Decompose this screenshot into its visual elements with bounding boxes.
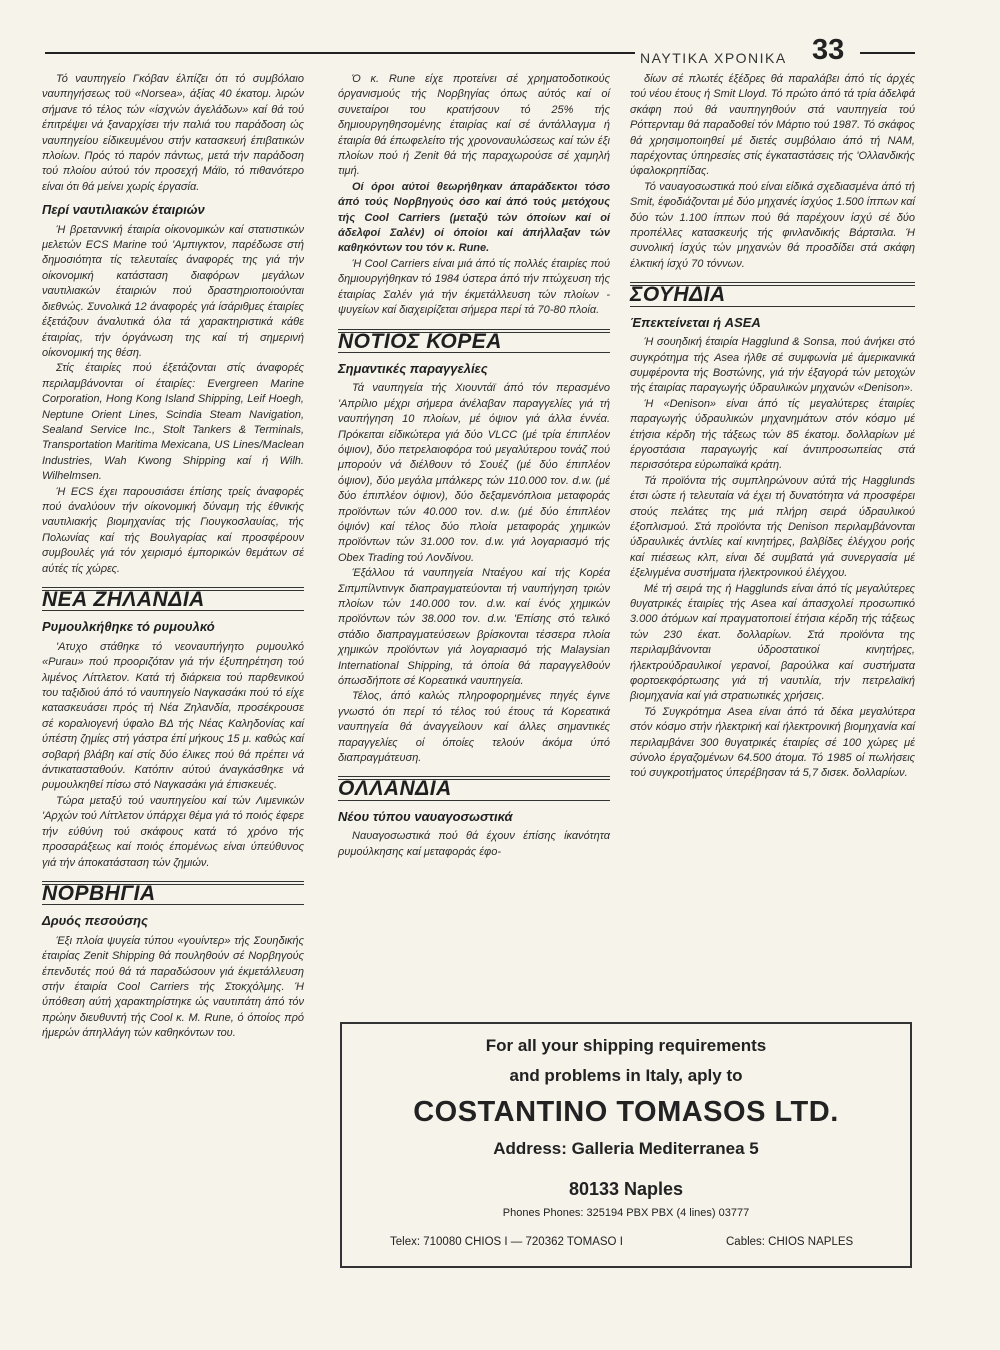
article-paragraph: Ή Cool Carriers είναι μιά άπό τίς πολλές έταιρίες πού δημιουργήθηκαν τό 1984 ύστερα άπό τήν πτώχευση τής έταιρίας Σαλέν γιά τήν έκμετάλλευση τών πλοίων - ψυγείων καί διαχειρίζεται σήμερα περί τά 70-80 πλοία. xyxy=(338,257,610,317)
ad-line-1: For all your shipping requirements xyxy=(485,1036,767,1055)
article-paragraph: Ό κ. Rune είχε προτείνει σέ χρηματοδοτικούς όργανισμούς τής Νορβηγίας όπως αύτός καί οί συνεταίροι του κρατήσουν τό 25% τής δημιουργηθησομένης έταιρίας καί σέ άντάλλαγμα ή έταιρία θά έπωφελείτο τής χρονοναυλώσεως καί τών έξι πλοίων πού ή Zenit θά τής παραχωρούσε σέ χαμηλή τιμή. xyxy=(338,73,610,178)
article-paragraph: Μέ τή σειρά της ή Hagglunds είναι άπό τίς μεγαλύτερες θυγατρικές έταιρίες τής Asea καί άπασχολεί προσωπικό 3.000 άτόμων καί πραγματοποιεί έτήσια κέρδη τής τάξεως τών 230 έκατ. δολλαρίων. Στά προϊόντα της περιλαμβάνονται ύδροστατικοί κινητήρες, ήλεκτρούδραυλικοί γερανοί, βαρούλκα καί συστήματα φορτοεκφόρτωσης γιά τή ναυτιλία, τήν πετρελαϊκή βιομηχανία καί γιά στρατιωτικές χρήσεις. xyxy=(630,582,915,703)
section-heading-sweden xyxy=(630,282,915,306)
section-title: ΣΟΥΗΔΙΑ xyxy=(630,283,726,307)
article-paragraph: Έξάλλου τά ναυπηγεία Νταέγου καί τής Κορέα Σιπμπίλντινγκ διαπραγματεύονται τή ναυπήγηση τριών πλοίων τών 140.000 τον. d.w. καί ένός χημικών προϊόντων τών 38.000 τον. d.w. 'Επίσης στό τελικό στάδιο διαπραγματεύσεων βρίσκονται τέσσερα πλοία χημικών προϊόντων γιά λογαριασμό τής Malaysian International Shipping, τά όποία θά παραγγελθούν όπωσδήποτε σέ Κορεατικά ναυπηγεία. xyxy=(338,567,610,688)
header-rule-left xyxy=(45,52,635,54)
section-title: ΝΟΤΙΟΣ ΚΟΡΕΑ xyxy=(338,329,502,353)
subheading-asea-expands: Έπεκτείνεται ή ASEA xyxy=(630,314,761,330)
ad-phones: Phones Phones: 325194 PBX PBX (4 lines) 03777 xyxy=(502,1207,750,1219)
article-paragraph: Ή «Denison» είναι άπό τίς μεγαλύτερες έταιρίες παραγωγής ύδραυλικών μηχανημάτων στόν κόσμο μέ έτήσια κέρδη τής τάξεως τών 85 έκατομ. δολλαρίων μέ έργοστάσια παραγωγής καί άντιπροσωπείας στά περισσότερα εύρωπαϊκά κράτη. xyxy=(630,397,915,472)
section-heading-new-zealand xyxy=(42,587,304,611)
section-title: ΝΟΡΒΗΓΙΑ xyxy=(42,881,156,905)
ad-company-name: COSTANTINO TOMASOS LTD. xyxy=(413,1096,839,1128)
ad-telex: Telex: 710080 CHIOS I — 720362 TOMASO I xyxy=(390,1236,623,1248)
column-1 xyxy=(42,72,304,1042)
section-title: ΟΛΛΑΝΔΙΑ xyxy=(338,777,452,801)
column-3 xyxy=(630,72,915,782)
ad-line-2: and problems in Italy, aply to xyxy=(509,1066,743,1085)
article-paragraph: 'Ατυχο στάθηκε τό νεοναυπήγητο ρυμουλκό «Purau» πού προοριζόταν γιά τήν έξυπηρέτηση τού λιμένος Λίττλετον. Κατά τή διάρκεια τού παρθενικού του ταξιδιού άπό τό ναυπηγείο Ναγκασάκι πού τό είχε κατασκευάσει πρός τή Νέα Ζηλανδία, προσέκρουσε σέ κοραλιογενή ύφαλο ΒΔ τής Νέας Καληδονίας καί ύπέστη ζημίες στή γάστρα έπί μήκους 15 μ. καθώς καί σοβαρή βλάβη καί στίς δύο έλικες πού θά πρέπει νά άντικατασταθούν. Κατόπιν αύτού άναγκάσθηκε νά ρυμουλκηθεί πίσω στό Ναγκασάκι γιά έπισκευές. xyxy=(42,640,304,792)
subheading-new-lifeboats: Νέου τύπου ναυαγοσωστικά xyxy=(338,808,513,824)
article-paragraph: Ή βρεταννική έταιρία οίκονομικών καί στατιστικών μελετών ECS Marine τού 'Αμπιγκτον, παρέδωσε στή δημοσιότητα τίς τελευταίες άναφορές της γιά τήν οίκονομική κατάσταση διαφόρων μεγάλων ναυτιλιακών έταιριών πού δραστηριοποιούνται διεθνώς. Συνολικά 12 άναφορές γιά ίσάριθμες έταιρίες έξετάζουν άναλυτικά όλα τά χαρακτηριστικά κάθε έταιρίας, τήν όργάνωση της καί τή σημερινή οίκονομική της θέση. xyxy=(42,223,304,359)
subheading-shipping-companies: Περί ναυτιλιακών έταιριών xyxy=(42,202,205,218)
article-paragraph-bold: Οί όροι αύτοί θεωρήθηκαν άπαράδεκτοι τόσο άπό τούς Νορβηγούς όσο καί άπό τούς μετόχους τής Cool Carriers (μεταξύ τών όποίων καί οί άδελφοί Σαλέν) οί όποίοι καί άπήλλαξαν τών καθηκόντων του τόν κ. Rune. xyxy=(338,180,610,255)
ad-address: Address: Galleria Mediterranea 5 xyxy=(493,1139,759,1158)
section-heading-norway xyxy=(42,881,304,905)
article-paragraph: Έξι πλοία ψυγεία τύπου «γουίντερ» τής Σουηδικής έταιρίας Zenit Shipping θά πουληθούν σέ Νορβηγούς έπενδυτές πού θά τά παραδώσουν γιά έκμετάλλευση στήν έταιρία Cool Carriers τής Στοκχόλμης. Ή ύπόθεση αύτή χαρακτηρίστηκε ώς ναυτιπάτη άπό τόν πρώην διευθυντή τής Cool κ. M. Rune, ό όποίος πρό ήμερών άπηλλάγη τών καθηκόντων του. xyxy=(42,934,304,1040)
section-heading-south-korea xyxy=(338,329,610,353)
section-heading-netherlands xyxy=(338,776,610,800)
section-title: ΝΕΑ ΖΗΛΑΝΔΙΑ xyxy=(42,588,205,611)
header-rule-right xyxy=(860,52,915,54)
column-2 xyxy=(338,72,610,860)
advertisement-box xyxy=(340,1022,912,1268)
article-paragraph: Τά προϊόντα τής συμπληρώνουν αύτά τής Hagglunds έτσι ώστε ή τελευταία νά έχει τή δυνατότητα νά προσφέρει στούς πελάτες της μιά πλήρη σειρά ύδραυλικού έξοπλισμού. Στά προϊόντα τής Denison περιλαμβάνονται ύδραυλικές άντλίες καί κινητήρες, βαλβίδες έλέγχου ροής καί πιέσεως κλπ, είναι δέ συμβατά γιά συνεργασία μέ έξελιγμένα συστήματα ήλεκτρονικού έλέγχου. xyxy=(630,474,915,580)
article-paragraph: Τό ναυπηγείο Γκόβαν έλπίζει ότι τό συμβόλαιο ναυπηγήσεως τοϋ «Norsea», άξίας 40 έκατομ. λιρών σήμανε τό τέλος τών «ίσχνών άγελάδων» καί θά τού έπιτρέψει νά ξαναρχίσει τήν παλιά του παράδοση ώς ναυπηγείου είδικευμένου στήν κατασκευή έπιβατικών πλοίων. Πρός τό παρόν πάντως, μετά τήν παράδοση τού πλοίου αύτού τόν προσεχή Μάϊο, τό πιθανότερο είναι ότι θά μείνει χωρίς έργασία. xyxy=(42,73,304,193)
article-paragraph: Τά ναυπηγεία τής Χιουντάϊ άπό τόν περασμένο 'Απρίλιο μέχρι σήμερα άνέλαβαν παραγγελίες γιά τή ναυπήγηση 10 πλοίων, μέ όψιον γιά άλλα έννέα. Πρόκειται είδικώτερα γιά δύο VLCC (μέ τρία έπιπλέον όψιον), δύο πετρελαιοφόρα τού μεγαλύτερου τονάζ πού μπορούν νά διέλθουν τό Σουέζ (μέ δύο έπιπλέον όψιον), δύο μεγάλα μπάλκερς τών 110.000 τον. d.w. (μέ δύο έπιπλέον όψιον), δύο δεξαμενόπλοια μεταφοράς προϊόντων τών 40.000 τον. d.w. (μέ δύο έπιπλέον όψιόν) καί τέλος δύο πλοία μεταφοράς χημικών προϊόντων τών 31.000 τον. d.w. γιά λογαριασμό τής Obex Trading τού Λονδίνου. xyxy=(338,382,610,564)
ad-city: 80133 Naples xyxy=(568,1179,684,1199)
article-paragraph: Ή ECS έχει παρουσιάσει έπίσης τρείς άναφορές πού άναλύουν τήν οίκονομική δύναμη τής έθνικής ναυτιλιακής βιομηχανίας τής Γιουγκοσλαυίας, τής Πολωνίας καί τής Βουλγαρίας καί προσφέρουν συμβουλές γιά τόν χειρισμό έμπορικών θεμάτων σέ αύτές τίς χώρες. xyxy=(42,485,304,575)
article-paragraph: Ή σουηδική έταιρία Hagglund & Sonsa, πού άνήκει στό συγκρότημα τής Asea ήλθε σέ συμφωνία μέ άμερικανικά συμφέροντα τής Βοστώνης, γιά τήν έξαγορά τών μετοχών τής έταιρίας παραγωγής ύδραυλικών μηχανών «Denison». xyxy=(630,336,915,395)
article-paragraph: Τέλος, άπό καλώς πληροφορημένες πηγές έγινε γνωστό ότι περί τό τέλος τού έτους τά Κορεατικά ναυπηγεία θά άναγγείλουν καί άλλες σημαντικές παραγγελίες οί όποίες τελούν άκόμα ύπό διαπραγμάτευση. xyxy=(338,690,610,765)
article-paragraph: Στίς έταιρίες πού έξετάζονται στίς άναφορές περιλαμβάνονται οί έταιρίες: Evergreen Marine Corporation, Hong Kong Island Shipping, Leif Hoegh, Neptune Orient Lines, Scindia Steam Navigation, Sealand Service Inc., Stolt Tankers & Terminals, Transportation Maritima Mexicana, US Lines/Maclean Industries, Wah Kwong Shipping καί ή Wilh. Wilhelmsen. xyxy=(42,362,304,483)
subheading-fallen-oak: Δρυός πεσούσης xyxy=(42,913,148,929)
running-title: ΝΑΥΤΙΚΑ ΧΡΟΝΙΚΑ xyxy=(640,50,787,66)
article-paragraph: Ναυαγοσωστικά πού θά έχουν έπίσης ίκανότητα ρυμούλκησης καί μεταφοράς έφο- xyxy=(338,830,610,858)
ad-cables: Cables: CHIOS NAPLES xyxy=(726,1236,854,1248)
page-number: 33 xyxy=(812,34,845,66)
article-paragraph: Τό Συγκρότημα Asea είναι άπό τά δέκα μεγαλύτερα στόν κόσμο στήν ήλεκτρική καί ήλεκτρονική βιομηχανία καί περιλαμβάνει 300 θυγατρικές έταιρίες σέ 100 χώρες μέ σύνολο έργαζομένων 64.500 άτομα. Τό 1985 οί πωλήσεις τού συγκροτήματος ύπερέβησαν τά 5,7 δισεκ. δολλαρίων. xyxy=(630,705,915,780)
article-paragraph: δίων σέ πλωτές έξέδρες θά παραλάβει άπό τίς άρχές τού νέου έτους ή Smit Lloyd. Τό πρώτο άπό τά τρία άδελφά σκάφη πού θά ναυπηγηθούν στά ναυπηγεία τού Ρόττερνταμ θά παραδοθεί τόν Μάρτιο τού 1987. Τό σκάφος θά χρησιμοποιηθεί μέ διετές συμβόλαιο άπό τή ΝΑΜ, παρέχοντας ύπηρεσίες στίς έγκαταστάσεις τής 'Ολλανδικής ύφαλοκρηπίδας. xyxy=(630,73,915,178)
subheading-tug-towed: Ρυμουλκήθηκε τό ρυμουλκό xyxy=(42,619,215,635)
article-paragraph: Τώρα μεταξύ τού ναυπηγείου καί τών Λιμενικών 'Αρχών τού Λίττλετον ύπάρχει θέμα γιά τό ποιός έφερε τήν εύθύνη τού σκάφους κατά τό χρόνο τής προσαράξεως καί ποιός έπομένως είναι ύπεύθυνος γιά τήν άποκατάσταση τών ζημιών. xyxy=(42,794,304,869)
subheading-important-orders: Σημαντικές παραγγελίες xyxy=(338,360,488,376)
article-paragraph: Τό ναυαγοσωστικά πού είναι είδικά σχεδιασμένα άπό τή Smit, έφοδιάζονται μέ δύο μηχανές ίσχύος 1.500 ίππων καί δύο τών 1.100 ίππων πού θά παρέχουν ίσχύ σέ δύο προπέλλες κατασκευής τής φινλανδικής Βάρτσιλα. Ή συνολική ίσχύς τών μηχανών θά προσδίδει στά σκάφη έλκτική ίσχύ 70 τόννων. xyxy=(630,180,915,270)
